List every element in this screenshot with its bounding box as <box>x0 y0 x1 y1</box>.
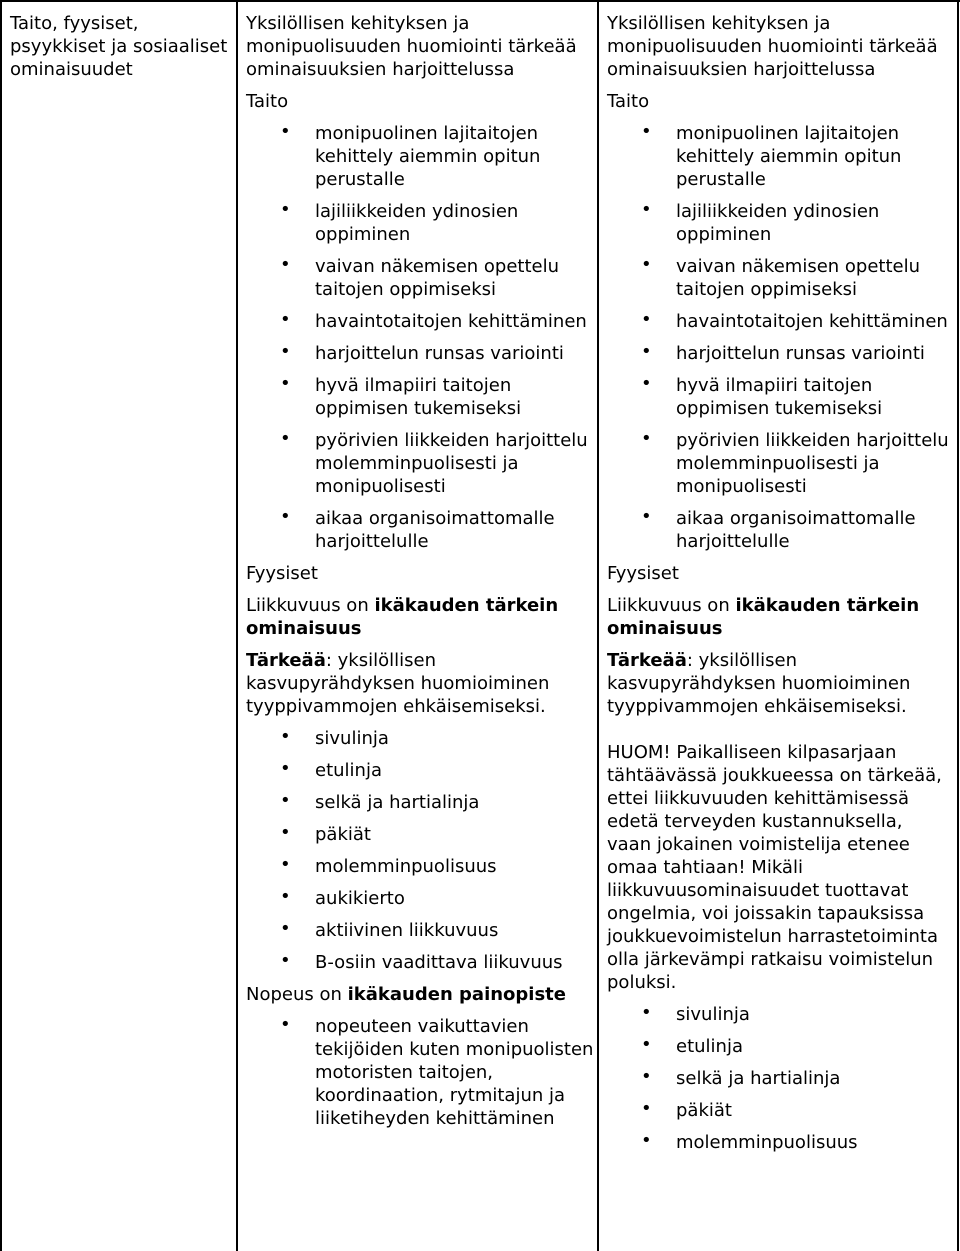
list-item: • havaintotaitojen kehittäminen <box>246 310 594 333</box>
column-right <box>607 12 952 1163</box>
list-item: • aikaa organisoimattomalle harjoittelulle <box>246 507 594 553</box>
nopeus-list <box>246 1015 594 1130</box>
fyysiset-label: Fyysiset <box>246 563 318 584</box>
list-item: • lajiliikkeiden ydinosien oppiminen <box>607 200 952 246</box>
list-item: • harjoittelun runsas variointi <box>246 342 594 365</box>
list-item: • vaivan näkemisen opettelu taitojen oppimiseksi <box>607 255 952 301</box>
list-item: • havaintotaitojen kehittäminen <box>607 310 952 333</box>
list-item: • hyvä ilmapiiri taitojen oppimisen tukemiseksi <box>607 374 952 420</box>
liikkuvuus-list <box>246 727 594 974</box>
column-middle <box>246 12 594 1139</box>
taito-label: Taito <box>607 91 650 112</box>
list-item: • päkiät <box>607 1099 952 1122</box>
list-item: • etulinja <box>246 759 594 782</box>
section-heading: Yksilöllisen kehityksen ja monipuolisuuden huomiointi tärkeää ominaisuuksien harjoittelussa <box>246 13 577 80</box>
column-divider-2 <box>597 0 599 1251</box>
liikkuvuus-statement: Liikkuvuus on ikäkauden tärkein ominaisuus <box>246 595 559 639</box>
table-top-border <box>0 0 960 2</box>
list-item: • etulinja <box>607 1035 952 1058</box>
column-title <box>10 12 232 81</box>
taito-list <box>246 122 594 553</box>
table-right-border <box>957 0 959 1251</box>
list-item: • harjoittelun runsas variointi <box>607 342 952 365</box>
list-item: • päkiät <box>246 823 594 846</box>
list-item: • monipuolinen lajitaitojen kehittely aiemmin opitun perustalle <box>246 122 594 191</box>
list-item: • molemminpuolisuus <box>607 1131 952 1154</box>
list-item: • nopeuteen vaikuttavien tekijöiden kuten monipuolisten motoristen taitojen, koordinaation, rytmitajun ja liiketiheyden kehittäminen <box>246 1015 594 1130</box>
list-item: • vaivan näkemisen opettelu taitojen oppimiseksi <box>246 255 594 301</box>
list-item: • pyörivien liikkeiden harjoittelu molemminpuolisesti ja monipuolisesti <box>607 429 952 498</box>
list-item: • B-osiin vaadittava liikuvuus <box>246 951 594 974</box>
liikkuvuus-list <box>607 1003 952 1154</box>
list-item: • sivulinja <box>246 727 594 750</box>
tarkeaa-note: Tärkeää: yksilöllisen kasvupyrähdyksen huomioiminen tyyppivammojen ehkäisemiseksi. <box>607 650 911 717</box>
list-item: • aukikierto <box>246 887 594 910</box>
list-item: • pyörivien liikkeiden harjoittelu molemminpuolisesti ja monipuolisesti <box>246 429 594 498</box>
list-item: • aikaa organisoimattomalle harjoittelulle <box>607 507 952 553</box>
list-item: • sivulinja <box>607 1003 952 1026</box>
list-item: • selkä ja hartialinja <box>607 1067 952 1090</box>
tarkeaa-note: Tärkeää: yksilöllisen kasvupyrähdyksen huomioiminen tyyppivammojen ehkäisemiseksi. <box>246 650 550 717</box>
table-left-border <box>0 0 2 1251</box>
spacer <box>607 727 952 741</box>
column-divider-1 <box>236 0 238 1251</box>
nopeus-statement: Nopeus on ikäkauden painopiste <box>246 984 566 1005</box>
list-item: • selkä ja hartialinja <box>246 791 594 814</box>
row-heading: Taito, fyysiset, psyykkiset ja sosiaaliset ominaisuudet <box>10 13 228 80</box>
taito-list <box>607 122 952 553</box>
liikkuvuus-statement: Liikkuvuus on ikäkauden tärkein ominaisuus <box>607 595 920 639</box>
list-item: • lajiliikkeiden ydinosien oppiminen <box>246 200 594 246</box>
huom-note: HUOM! Paikalliseen kilpasarjaan tähtäävässä joukkueessa on tärkeää, ettei liikkuvuuden kehittämisessä edetä terveyden kustannuksella, vaan jokainen voimistelija etenee omaa tahtiaan! Mikäli liikkuvuusominaisuudet tuottavat ongelmia, voi joissakin tapauksissa joukkuevoimistelun harrastetoiminta olla järkevämpi ratkaisu voimistelun poluksi. <box>607 742 942 993</box>
section-heading: Yksilöllisen kehityksen ja monipuolisuuden huomiointi tärkeää ominaisuuksien harjoittelussa <box>607 13 938 80</box>
list-item: • molemminpuolisuus <box>246 855 594 878</box>
fyysiset-label: Fyysiset <box>607 563 679 584</box>
list-item: • hyvä ilmapiiri taitojen oppimisen tukemiseksi <box>246 374 594 420</box>
list-item: • aktiivinen liikkuvuus <box>246 919 594 942</box>
taito-label: Taito <box>246 91 289 112</box>
list-item: • monipuolinen lajitaitojen kehittely aiemmin opitun perustalle <box>607 122 952 191</box>
